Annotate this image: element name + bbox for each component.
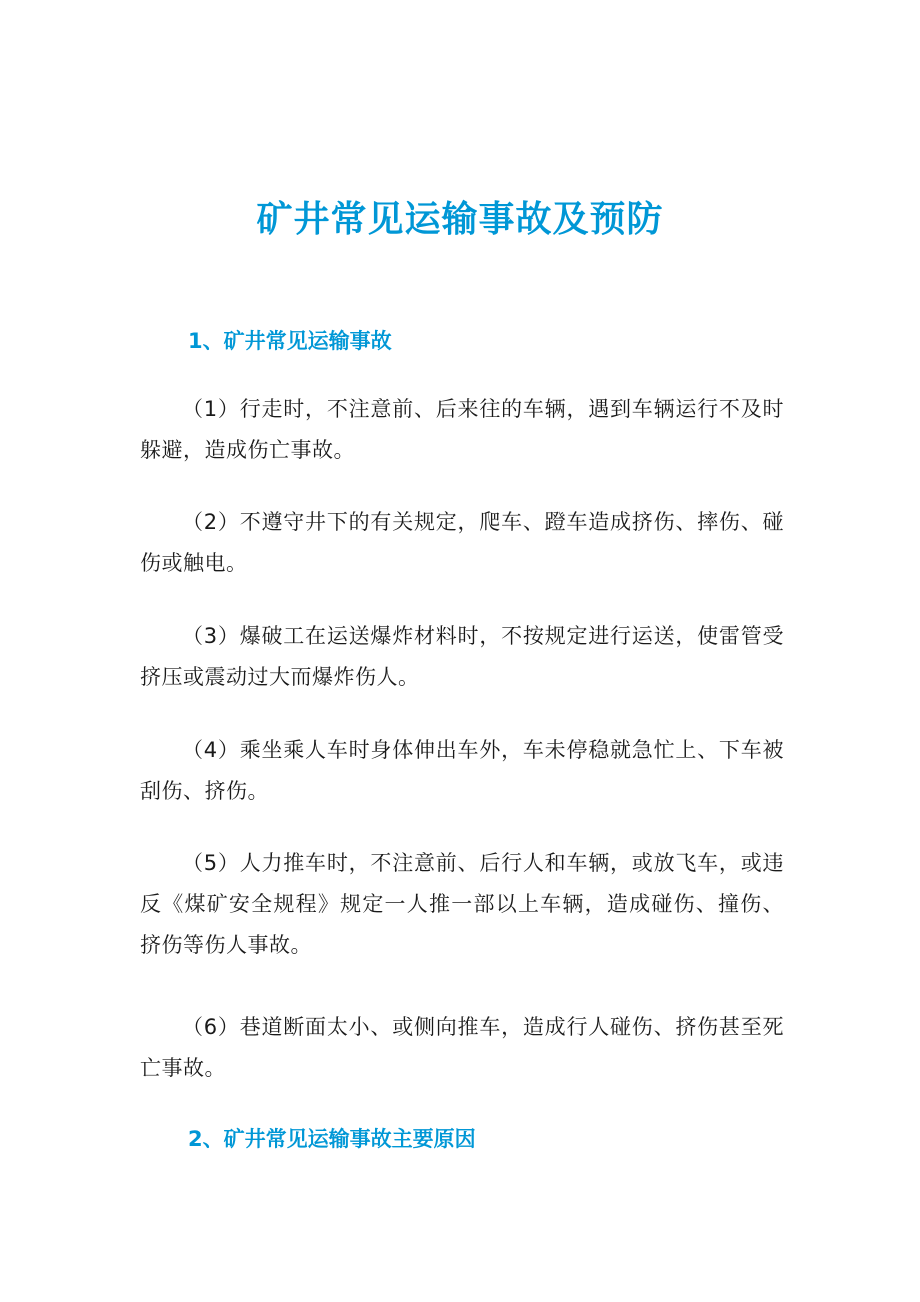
section-heading-1: 1、矿井常见运输事故 — [188, 329, 392, 353]
paragraph-item-5: （5）人力推车时，不注意前、后行人和车辆，或放飞车，或违反《煤矿安全规程》规定一人推一部以上车辆，造成碰伤、撞伤、挤伤等伤人事故。 — [140, 851, 784, 957]
paragraph-item-6: （6）巷道断面太小、或侧向推车，造成行人碰伤、挤伤甚至死亡事故。 — [140, 1015, 784, 1080]
paragraph-item-4: （4）乘坐乘人车时身体伸出车外，车未停稳就急忙上、下车被刮伤、挤伤。 — [140, 738, 784, 803]
paragraph-item-1: （1）行走时，不注意前、后来往的车辆，遇到车辆运行不及时躲避，造成伤亡事故。 — [140, 397, 784, 462]
document-title: 矿井常见运输事故及预防 — [256, 199, 664, 240]
paragraph-item-3: （3）爆破工在运送爆炸材料时，不按规定进行运送，使雷管受挤压或震动过大而爆炸伤人。 — [140, 624, 784, 689]
section-heading-2: 2、矿井常见运输事故主要原因 — [188, 1127, 476, 1151]
paragraph-item-2: （2）不遵守井下的有关规定，爬车、蹬车造成挤伤、摔伤、碰伤或触电。 — [140, 510, 784, 575]
